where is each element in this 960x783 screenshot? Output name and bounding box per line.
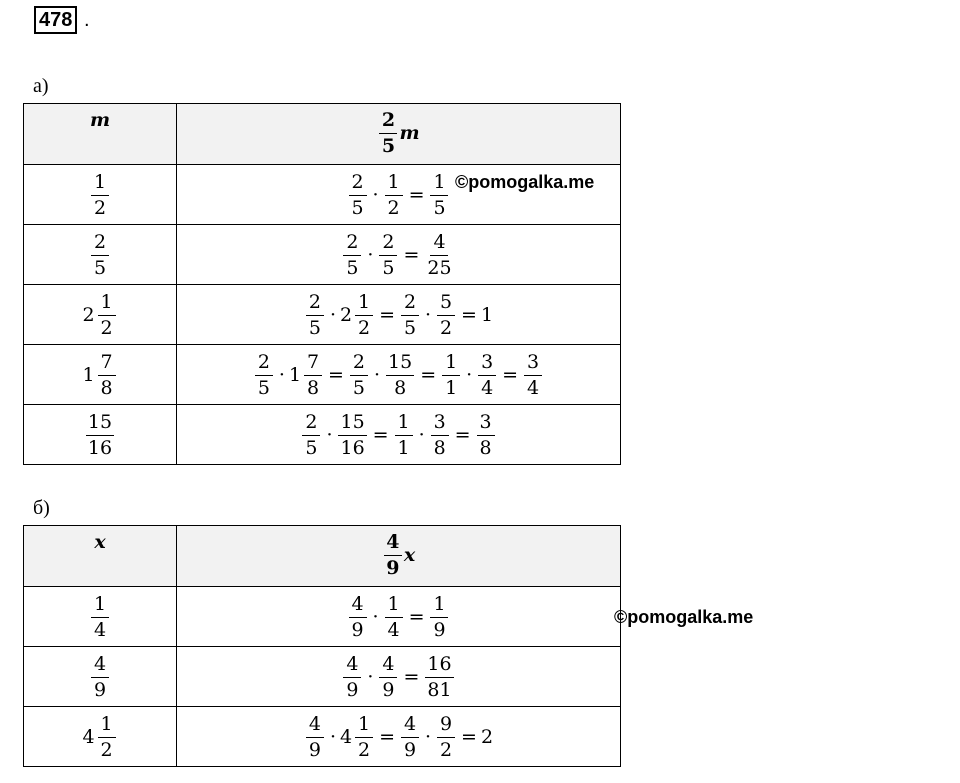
table-header-row: [24, 104, 621, 165]
fraction: [385, 171, 403, 219]
fraction-denominator: 9: [386, 557, 400, 579]
fraction-numerator: 2: [349, 171, 367, 196]
multiply-sign: ·: [329, 725, 336, 748]
equals-sign: =: [408, 183, 425, 206]
mixed-integer-part: 2: [339, 303, 353, 326]
expression-cell: [177, 647, 621, 707]
fraction: [524, 351, 542, 399]
value: [89, 653, 111, 701]
fraction-denominator: 5: [352, 376, 366, 399]
fraction-denominator: 5: [382, 256, 395, 279]
fraction-denominator: 2: [100, 316, 113, 339]
fraction-denominator: 4: [387, 618, 400, 641]
calculation: [300, 411, 496, 459]
fraction-denominator: 9: [308, 738, 321, 761]
fraction: [255, 351, 273, 399]
expression-cell: [177, 405, 621, 465]
fraction-denominator: 4: [481, 376, 494, 399]
part-b-table: [23, 525, 621, 767]
fraction-numerator: 2: [255, 351, 273, 376]
fraction-numerator: 4: [430, 231, 448, 256]
fraction: [86, 411, 114, 459]
fraction-denominator: 2: [93, 196, 107, 219]
multiply-sign: ·: [418, 423, 425, 446]
value-cell: [24, 225, 177, 285]
calculation: [347, 593, 451, 641]
fraction-numerator: 15: [338, 411, 366, 436]
calculation: [253, 351, 544, 399]
header-expression: [377, 109, 419, 157]
fraction-denominator: 8: [307, 376, 320, 399]
fraction-numerator: 1: [98, 713, 116, 738]
fraction-numerator: 1: [91, 171, 109, 196]
fraction: [379, 653, 397, 701]
equals-sign: =: [454, 423, 471, 446]
header-fraction-variable: x: [403, 544, 416, 566]
fraction-numerator: 2: [343, 231, 361, 256]
fraction-numerator: 2: [379, 231, 397, 256]
fraction-numerator: 2: [350, 351, 368, 376]
fraction-numerator: 4: [379, 653, 397, 678]
multiply-sign: ·: [326, 423, 333, 446]
value: [82, 291, 117, 339]
table-row: [24, 345, 621, 405]
equals-sign: =: [379, 303, 395, 326]
fraction: [385, 593, 403, 641]
value-cell: [24, 647, 177, 707]
fraction-numerator: 1: [385, 593, 403, 618]
task-number: 478: [34, 6, 77, 34]
fraction: [478, 351, 496, 399]
fraction: [401, 291, 419, 339]
header-expression-cell: [177, 526, 621, 587]
fraction-numerator: 1: [395, 411, 413, 436]
fraction: [355, 713, 373, 761]
table-row: [24, 285, 621, 345]
fraction: [91, 593, 109, 641]
fraction: [425, 653, 453, 701]
part-b-label: б): [33, 497, 50, 519]
fraction: [306, 291, 324, 339]
fraction: [98, 713, 116, 761]
value-cell: [24, 165, 177, 225]
task-number-dot: .: [84, 9, 90, 31]
multiply-sign: ·: [466, 363, 473, 386]
fraction-numerator: 4: [349, 593, 367, 618]
value: [89, 593, 111, 641]
fraction-denominator: 5: [257, 376, 270, 399]
fraction-denominator: 5: [308, 316, 321, 339]
fraction: [91, 653, 109, 701]
value: [82, 351, 117, 399]
header-expression-cell: [177, 104, 621, 165]
fraction: [430, 171, 448, 219]
value-cell: [24, 405, 177, 465]
fraction-denominator: 2: [440, 316, 453, 339]
value-cell: [24, 707, 177, 767]
fraction: [425, 231, 453, 279]
fraction-denominator: 4: [527, 376, 540, 399]
fraction: [379, 231, 397, 279]
fraction-denominator: 81: [427, 678, 452, 701]
fraction-denominator: 5: [403, 316, 417, 339]
fraction: [350, 351, 368, 399]
fraction: [91, 231, 109, 279]
fraction-numerator: 9: [437, 713, 455, 738]
value-cell: [24, 285, 177, 345]
table-row: [24, 647, 621, 707]
header-variable: x: [94, 531, 106, 553]
fraction: [395, 411, 413, 459]
calculation: [304, 291, 493, 339]
fraction-numerator: 1: [442, 351, 460, 376]
fraction-numerator: 3: [477, 411, 495, 436]
fraction-numerator: 1: [98, 291, 116, 316]
header-expression: [382, 531, 415, 579]
fraction-numerator: 3: [478, 351, 496, 376]
fraction-numerator: 2: [302, 411, 320, 436]
fraction-denominator: 1: [397, 436, 410, 459]
equals-sign: =: [403, 243, 420, 266]
fraction-denominator: 5: [346, 256, 359, 279]
expression-cell: [177, 345, 621, 405]
multiply-sign: ·: [425, 303, 432, 326]
multiply-sign: ·: [425, 725, 432, 748]
table-row: [24, 707, 621, 767]
fraction: [343, 231, 361, 279]
fraction-numerator: 3: [524, 351, 542, 376]
fraction-numerator: 16: [425, 653, 453, 678]
fraction: [338, 411, 366, 459]
multiply-sign: ·: [329, 303, 336, 326]
mixed-integer-part: 4: [339, 725, 353, 748]
fraction-denominator: 5: [381, 135, 396, 157]
multiply-sign: ·: [367, 665, 374, 688]
equals-sign: =: [328, 363, 344, 386]
fraction-denominator: 1: [445, 376, 458, 399]
watermark-a: ©pomogalka.me: [455, 172, 595, 192]
fraction-denominator: 9: [433, 618, 446, 641]
fraction-numerator: 7: [304, 351, 322, 376]
fraction-numerator: 1: [430, 171, 448, 196]
fraction-numerator: 4: [306, 713, 324, 738]
fraction-numerator: 7: [98, 351, 116, 376]
fraction-denominator: 8: [394, 376, 407, 399]
expression-cell: [177, 707, 621, 767]
fraction: [477, 411, 495, 459]
fraction: [437, 713, 455, 761]
fraction-numerator: 2: [306, 291, 324, 316]
fraction-numerator: 1: [355, 291, 373, 316]
fraction-numerator: 15: [86, 411, 114, 436]
fraction-denominator: 8: [479, 436, 492, 459]
equals-sign: =: [461, 725, 477, 748]
fraction: [386, 351, 414, 399]
fraction-numerator: 3: [431, 411, 449, 436]
multiply-sign: ·: [278, 363, 285, 386]
multiply-sign: ·: [372, 605, 379, 628]
fraction: [304, 351, 322, 399]
fraction-denominator: 5: [305, 436, 318, 459]
fraction-numerator: 4: [384, 531, 402, 556]
fraction: [349, 171, 367, 219]
fraction-numerator: 5: [437, 291, 455, 316]
fraction: [355, 291, 373, 339]
expression-cell: [177, 587, 621, 647]
fraction-numerator: 1: [430, 593, 448, 618]
fraction-denominator: 9: [346, 678, 359, 701]
fraction: [98, 351, 116, 399]
value: [89, 171, 111, 219]
fraction-numerator: 1: [91, 593, 109, 618]
calculation: [341, 653, 455, 701]
part-a-table: [23, 103, 621, 465]
fraction-numerator: 2: [91, 231, 109, 256]
equals-sign: =: [502, 363, 519, 386]
fraction: [302, 411, 320, 459]
mixed-integer-part: 2: [82, 303, 95, 326]
fraction-denominator: 2: [358, 738, 371, 761]
fraction: [431, 411, 449, 459]
fraction-denominator: 8: [433, 436, 446, 459]
header-variable-cell: [24, 104, 177, 165]
mixed-integer-part: 4: [82, 725, 95, 748]
fraction: [401, 713, 419, 761]
fraction-denominator: 25: [427, 256, 452, 279]
table-header-row: [24, 526, 621, 587]
expression-cell: [177, 285, 621, 345]
header-fraction: [379, 109, 397, 157]
value-cell: [24, 345, 177, 405]
result-number: 1: [480, 303, 494, 326]
fraction: [349, 593, 367, 641]
fraction: [437, 291, 455, 339]
fraction: [306, 713, 324, 761]
header-fraction: [384, 531, 402, 579]
fraction-numerator: 1: [385, 171, 403, 196]
fraction-denominator: 9: [382, 678, 395, 701]
fraction-numerator: 15: [386, 351, 414, 376]
fraction: [442, 351, 460, 399]
fraction-denominator: 4: [93, 618, 107, 641]
calculation: [347, 171, 451, 219]
fraction: [343, 653, 361, 701]
header-variable: m: [89, 109, 111, 131]
fraction-denominator: 9: [351, 618, 364, 641]
calculation: [304, 713, 493, 761]
value-cell: [24, 587, 177, 647]
equals-sign: =: [403, 665, 420, 688]
value: [84, 411, 116, 459]
fraction-numerator: 4: [401, 713, 419, 738]
expression-cell: [177, 225, 621, 285]
equals-sign: =: [408, 605, 425, 628]
fraction-numerator: 2: [401, 291, 419, 316]
fraction-denominator: 2: [100, 738, 113, 761]
fraction-denominator: 5: [433, 196, 446, 219]
multiply-sign: ·: [372, 183, 379, 206]
multiply-sign: ·: [373, 363, 381, 386]
fraction-numerator: 4: [343, 653, 361, 678]
result-number: 2: [480, 725, 494, 748]
value: [82, 713, 117, 761]
fraction: [430, 593, 448, 641]
calculation: [341, 231, 455, 279]
part-a-label: а): [33, 75, 49, 97]
fraction-denominator: 9: [403, 738, 417, 761]
fraction-denominator: 2: [387, 196, 400, 219]
fraction-denominator: 16: [340, 436, 365, 459]
fraction-denominator: 5: [351, 196, 364, 219]
fraction-denominator: 2: [440, 738, 453, 761]
fraction-denominator: 2: [358, 316, 371, 339]
fraction-denominator: 8: [100, 376, 113, 399]
fraction: [98, 291, 116, 339]
value: [89, 231, 111, 279]
table-row: [24, 405, 621, 465]
equals-sign: =: [372, 423, 389, 446]
equals-sign: =: [420, 363, 437, 386]
header-fraction-variable: m: [399, 122, 420, 144]
fraction: [91, 171, 109, 219]
fraction-numerator: 4: [91, 653, 109, 678]
table-row: [24, 587, 621, 647]
fraction-numerator: 1: [355, 713, 373, 738]
equals-sign: =: [461, 303, 477, 326]
mixed-integer-part: 1: [82, 363, 95, 386]
mixed-integer-part: 1: [288, 363, 302, 386]
table-row: [24, 225, 621, 285]
fraction-denominator: 5: [93, 256, 107, 279]
fraction-denominator: 9: [93, 678, 107, 701]
header-variable-cell: [24, 526, 177, 587]
fraction-denominator: 16: [87, 436, 113, 459]
multiply-sign: ·: [367, 243, 374, 266]
watermark-b: ©pomogalka.me: [614, 607, 754, 627]
equals-sign: =: [379, 725, 395, 748]
fraction-numerator: 2: [379, 109, 397, 134]
